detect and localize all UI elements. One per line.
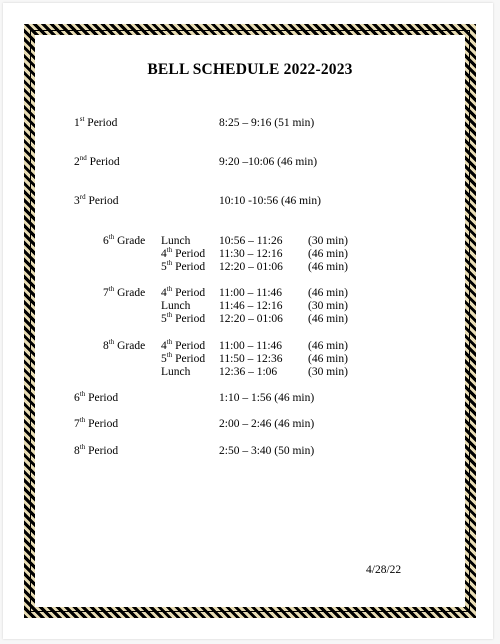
period-label: 7th Period (74, 416, 119, 430)
period-label: 6th Period (74, 390, 119, 404)
slot-time: 12:20 – 01:06 (219, 313, 283, 325)
slot-time: 11:00 – 11:46 (219, 340, 283, 352)
grade-label: 7th Grade (103, 285, 146, 299)
period-time: 9:20 –10:06 (46 min) (219, 156, 318, 168)
slot-name: 4th Period (161, 246, 206, 260)
period-time: 8:25 – 9:16 (51 min) (219, 117, 315, 129)
grade-label: 6th Grade (103, 233, 146, 247)
slot-time: 12:36 – 1:06 (219, 366, 278, 378)
document-date: 4/28/22 (366, 564, 402, 576)
slot-duration: (46 min) (308, 353, 348, 365)
slot-duration: (46 min) (308, 287, 348, 299)
slot-name: Lunch (161, 366, 191, 378)
period-time: 1:10 – 1:56 (46 min) (219, 392, 315, 404)
slot-duration: (30 min) (308, 235, 348, 247)
slot-duration: (30 min) (308, 366, 348, 378)
period-label: 1st Period (74, 115, 118, 129)
slot-time: 10:56 – 11:26 (219, 235, 283, 247)
slot-name: 4th Period (161, 338, 206, 352)
slot-time: 11:00 – 11:46 (219, 287, 283, 299)
slot-duration: (30 min) (308, 300, 348, 312)
period-time: 10:10 -10:56 (46 min) (219, 195, 321, 207)
period-time: 2:50 – 3:40 (50 min) (219, 445, 315, 457)
slot-name: 5th Period (161, 351, 206, 365)
period-label: 2nd Period (74, 154, 120, 168)
period-time: 2:00 – 2:46 (46 min) (219, 418, 315, 430)
slot-name: 4th Period (161, 285, 206, 299)
slot-time: 12:20 – 01:06 (219, 261, 283, 273)
slot-name: 5th Period (161, 259, 206, 273)
slot-name: 5th Period (161, 311, 206, 325)
page-title: BELL SCHEDULE 2022-2023 (147, 61, 353, 78)
slot-duration: (46 min) (308, 313, 348, 325)
slot-name: Lunch (161, 300, 191, 312)
slot-time: 11:30 – 12:16 (219, 248, 283, 260)
slot-name: Lunch (161, 235, 191, 247)
grade-label: 8th Grade (103, 338, 146, 352)
slot-time: 11:50 – 12:36 (219, 353, 283, 365)
slot-duration: (46 min) (308, 248, 348, 260)
period-label: 3rd Period (74, 193, 119, 207)
slot-time: 11:46 – 12:16 (219, 300, 283, 312)
period-label: 8th Period (74, 443, 119, 457)
slot-duration: (46 min) (308, 340, 348, 352)
slot-duration: (46 min) (308, 261, 348, 273)
